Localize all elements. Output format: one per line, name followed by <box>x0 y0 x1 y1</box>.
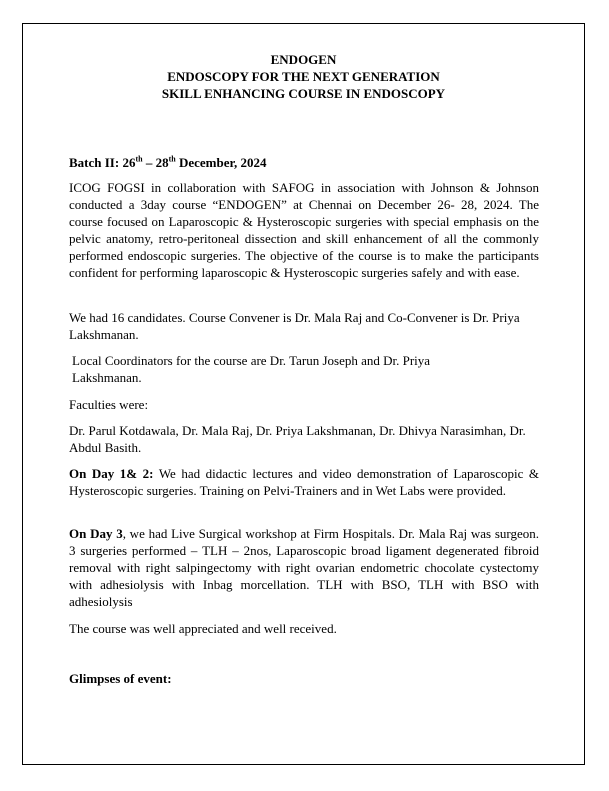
document-title: ENDOGEN <box>270 52 337 67</box>
faculties-paragraph: Dr. Parul Kotdawala, Dr. Mala Raj, Dr. Priya Lakshmanan, Dr. Dhivya Narasimhan, Dr. Abdul Basith. <box>69 423 526 455</box>
page-border <box>22 23 585 765</box>
document-course-name: SKILL ENHANCING COURSE IN ENDOSCOPY <box>161 86 446 101</box>
day-3-paragraph <box>69 525 539 610</box>
document-subtitle: ENDOSCOPY FOR THE NEXT GENERATION <box>167 69 440 84</box>
day-3-label: On Day 3 <box>69 526 123 541</box>
day-1-2-label: On Day 1& 2: <box>69 466 154 481</box>
faculties-label: Faculties were: <box>69 397 149 412</box>
day-1-2-text: We had didactic lectures and video demonstration of Laparoscopic & Hysteroscopic surgeries. Training on Pelvi-Trainers and in Wet Labs were provided. <box>69 466 540 498</box>
day-3-text: , we had Live Surgical workshop at Firm Hospitals. Dr. Mala Raj was surgeon. 3 surgeries performed – TLH – 2nos, Laparoscopic broad ligament degenerated fibroid removal with right salpingectomy with right ovarian endometric chocolate cystectomy with adhesiolysis with Inbag morcellation. TLH with BSO, TLH with BSO with adhesiolysis <box>69 526 540 609</box>
candidates-paragraph: We had 16 candidates. Course Convener is Dr. Mala Raj and Co-Convener is Dr. Priya Lakshmanan. <box>69 310 520 342</box>
coordinators-paragraph: Local Coordinators for the course are Dr. Tarun Joseph and Dr. Priya Lakshmanan. <box>72 353 431 385</box>
glimpses-heading: Glimpses of event: <box>69 671 172 686</box>
batch-heading: Batch II: 26th – 28th December, 2024 <box>69 154 267 170</box>
closing-paragraph: The course was well appreciated and well received. <box>69 621 337 636</box>
intro-paragraph: ICOG FOGSI in collaboration with SAFOG in association with Johnson & Johnson conducted a 3day course “ENDOGEN” at Chennai on December 26- 28, 2024. The course focused on Laparoscopic & Hysteroscopic surgeries with special emphasis on the pelvic anatomy, retro-peritoneal dissection and skill enhancement of all the commonly performed endoscopic surgeries. The objective of the course is to make the participants confident for performing laparoscopic & Hysteroscopic surgeries safely and with ease. <box>69 180 539 280</box>
day-1-2-paragraph <box>69 465 539 499</box>
